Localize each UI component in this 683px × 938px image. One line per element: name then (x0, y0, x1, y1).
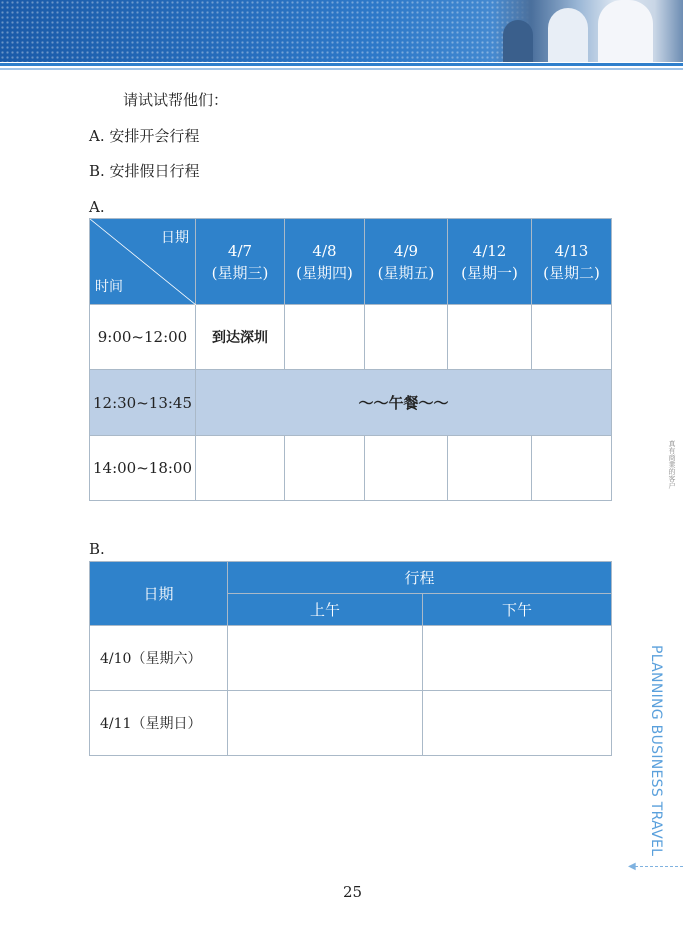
empty-cell[interactable] (365, 305, 448, 370)
weekday-label: (星期二) (543, 263, 600, 282)
date-cell: 4/10（星期六） (90, 626, 228, 691)
time-cell: 12:30~13:45 (90, 370, 196, 436)
empty-cell[interactable] (448, 305, 532, 370)
lunch-row (90, 370, 612, 436)
side-chapter-note: 真有商業的客户 (668, 440, 676, 489)
banner-photo-figure (598, 0, 653, 62)
section-b-label: B. (89, 540, 105, 558)
empty-cell[interactable] (532, 436, 612, 501)
empty-cell[interactable] (228, 691, 423, 756)
side-chapter-title: PLANNING BUSINESS TRAVEL (648, 645, 664, 857)
empty-cell[interactable] (448, 436, 532, 501)
date-header (532, 219, 612, 305)
lunch-cell: ～～午餐～～ (196, 370, 612, 436)
empty-cell[interactable] (285, 436, 365, 501)
holiday-schedule-table (89, 561, 612, 756)
corner-time-label: 时间 (95, 279, 123, 295)
date-cell: 4/11（星期日） (90, 691, 228, 756)
table-row (90, 436, 612, 501)
date-column-header: 日期 (90, 562, 228, 626)
time-cell: 14:00~18:00 (90, 436, 196, 501)
header-rule-light (0, 68, 683, 70)
arrival-cell: 到达深圳 (196, 305, 285, 370)
weekday-label: (星期一) (461, 263, 518, 282)
date-label: 4/8 (312, 241, 337, 260)
date-header (448, 219, 532, 305)
header-rule (0, 63, 683, 66)
meeting-schedule-table (89, 218, 612, 501)
table-row (90, 691, 612, 756)
option-a: A. 安排开会行程 (89, 127, 200, 145)
date-label: 4/7 (227, 241, 253, 260)
empty-cell[interactable] (423, 691, 612, 756)
schedule-header: 行程 (228, 562, 612, 594)
arrow-left-icon: ◀ (628, 861, 636, 872)
date-header (285, 219, 365, 305)
weekday-label: (星期四) (296, 263, 353, 282)
date-label: 4/12 (472, 241, 507, 260)
morning-header: 上午 (228, 594, 423, 626)
date-header (365, 219, 448, 305)
intro-text: 请试试帮他们： (123, 91, 229, 109)
corner-date-label: 日期 (161, 230, 189, 246)
table-header-row (90, 219, 612, 305)
time-cell: 9:00~12:00 (90, 305, 196, 370)
side-arrow-line (635, 866, 683, 867)
afternoon-header: 下午 (423, 594, 612, 626)
empty-cell[interactable] (228, 626, 423, 691)
empty-cell[interactable] (532, 305, 612, 370)
empty-cell[interactable] (365, 436, 448, 501)
weekday-label: (星期三) (211, 263, 269, 282)
corner-cell (90, 219, 196, 305)
empty-cell[interactable] (423, 626, 612, 691)
date-header (196, 219, 285, 305)
table-row (90, 305, 612, 370)
table-header-row (90, 562, 612, 594)
banner-photo-figure (548, 8, 588, 62)
table-row (90, 626, 612, 691)
weekday-label: (星期五) (377, 263, 435, 282)
empty-cell[interactable] (285, 305, 365, 370)
section-a-label: A. (89, 198, 105, 216)
header-banner (0, 0, 683, 62)
empty-cell[interactable] (196, 436, 285, 501)
date-label: 4/9 (393, 241, 419, 260)
banner-photo-figure (503, 20, 533, 62)
option-b: B. 安排假日行程 (89, 162, 200, 180)
page-number: 25 (343, 883, 363, 901)
date-label: 4/13 (554, 241, 589, 260)
